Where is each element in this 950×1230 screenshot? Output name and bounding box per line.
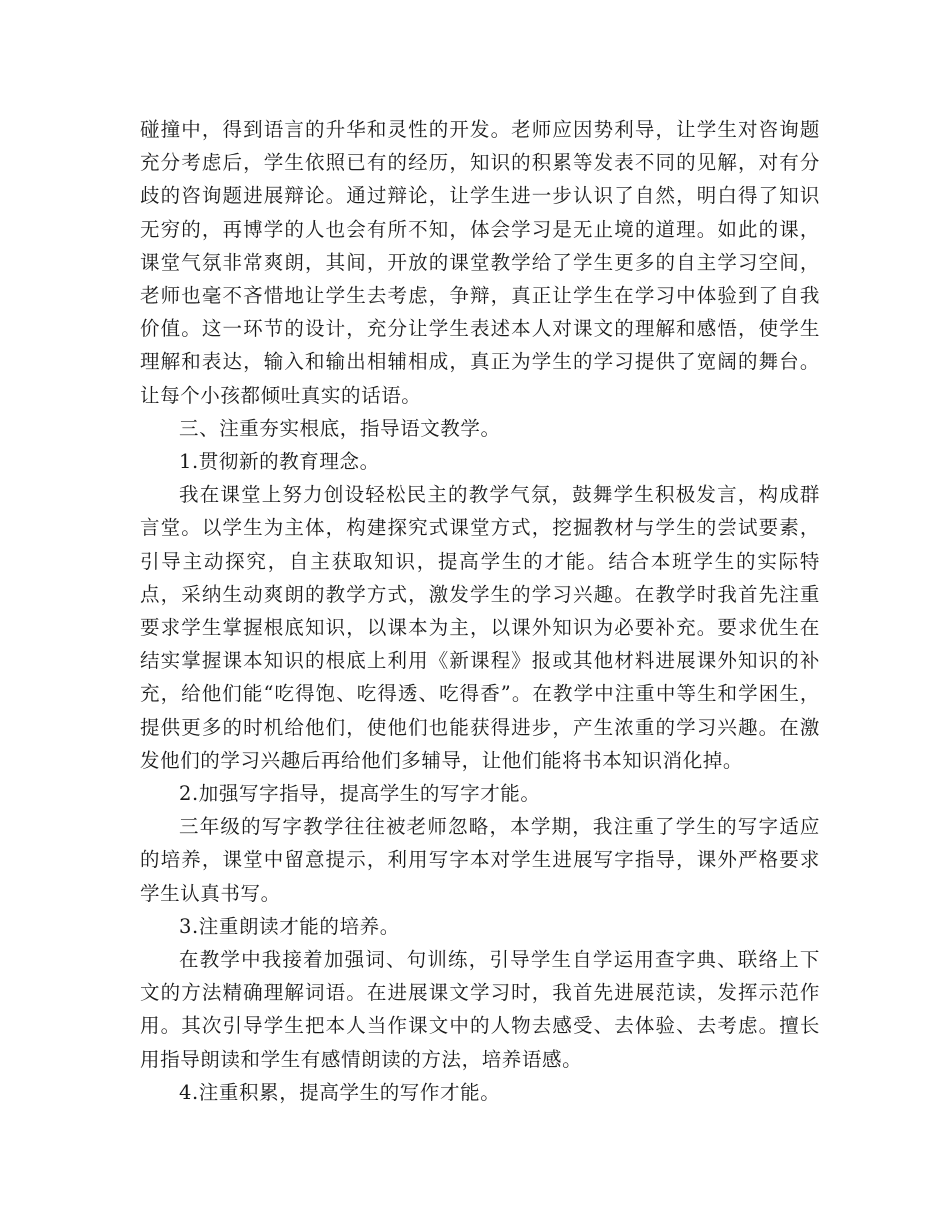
subheading-3: 3.注重朗读才能的培养。 [179,914,400,938]
subheading-4: 4.注重积累，提高学生的写作才能。 [179,1080,501,1104]
paragraph-continuation: 碰撞中，得到语言的升华和灵性的开发。老师应因势利导，让学生对咨询题充分考虑后，学生依照已有的经历，知识的积累等发表不同的见解，对有分歧的咨询题进展辩论。通过辩论，让学生进一步认识了自然，明白得了知识无穷的，再博学的人也会有所不知，体会学习是无止境的道理。如此的课，课堂气氛非常爽朗，其间，开放的课堂教学给了学生更多的自主学习空间，老师也毫不吝惜地让学生去考虑，争辩，真正让学生在学习中体验到了自我价值。这一环节的设计，充分让学生表述本人对课文的理解和感悟，使学生理解和表达，输入和输出相辅相成，真正为学生的学习提供了宽阔的舞台。让每个小孩都倾吐真实的话语。 [140,118,820,407]
document-body [140,113,820,1109]
section-heading-3: 三、注重夯实根底，指导语文教学。 [179,416,501,440]
subheading-1: 1.贯彻新的教育理念。 [179,450,380,474]
paragraph-body: 三年级的写字教学往往被老师忽略，本学期，我注重了学生的写字适应的培养，课堂中留意提示，利用写字本对学生进展写字指导，课外严格要求学生认真书写。 [140,815,820,905]
paragraph-body: 我在课堂上努力创设轻松民主的教学气氛，鼓舞学生积极发言，构成群言堂。以学生为主体，构建探究式课堂方式，挖掘教材与学生的尝试要素，引导主动探究，自主获取知识，提高学生的才能。结合本班学生的实际特点，采纳生动爽朗的教学方式，激发学生的学习兴趣。在教学时我首先注重要求学生掌握根底知识，以课本为主，以课外知识为必要补充。要求优生在结实掌握课本知识的根底上利用《新课程》报或其他材料进展课外知识的补充，给他们能“吃得饱、吃得透、吃得香”。在教学中注重中等生和学困生，提供更多的时机给他们，使他们也能获得进步，产生浓重的学习兴趣。在激发他们的学习兴趣后再给他们多辅导，让他们能将书本知识消化掉。 [140,483,820,772]
subheading-2: 2.加强写字指导，提高学生的写字才能。 [179,782,541,806]
paragraph-body: 在教学中我接着加强词、句训练，引导学生自学运用查字典、联络上下文的方法精确理解词语。在进展课文学习时，我首先进展范读，发挥示范作用。其次引导学生把本人当作课文中的人物去感受、去体验、去考虑。擅长用指导朗读和学生有感情朗读的方法，培养语感。 [140,948,820,1071]
